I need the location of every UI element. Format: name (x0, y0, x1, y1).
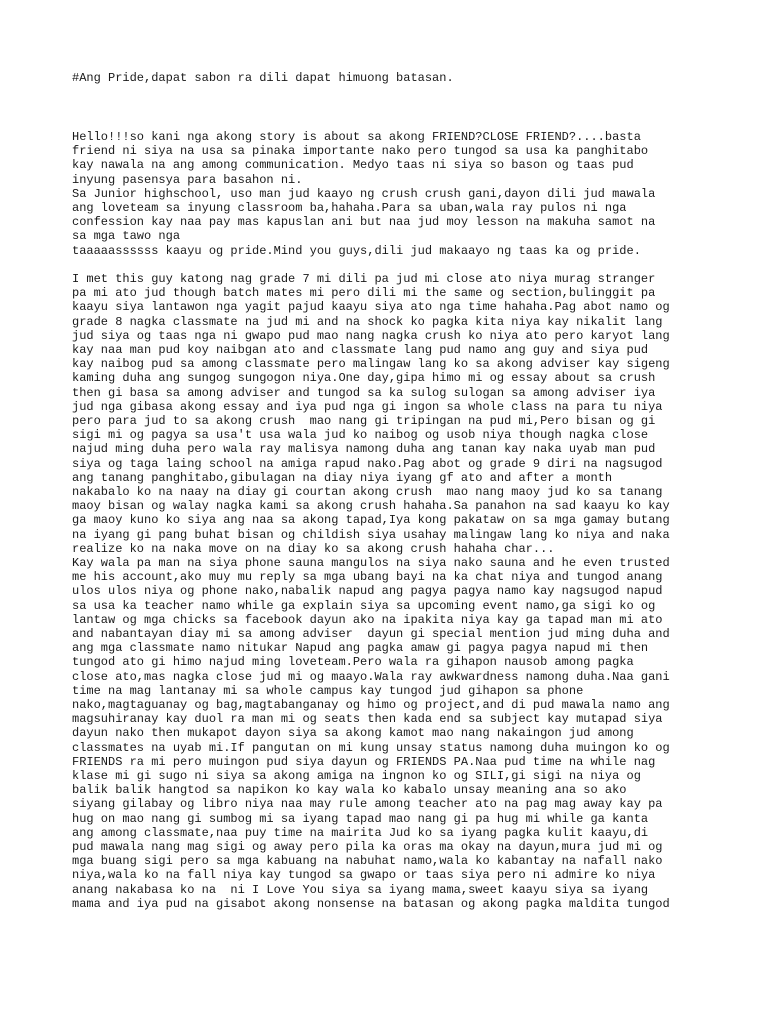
text-line: taaaaassssss kaayu og pride.Mind you guys,dili jud makaayo ng taas ka og pride. (72, 243, 641, 258)
text-line: klase mi gi sugo ni siya sa akong amiga na ingnon ko og SILI,gi sigi na niya og (72, 769, 641, 783)
text-line: then gi basa sa among adviser and tungod sa ka sulog sulogan sa among adviser iya (72, 385, 656, 400)
document-title: #Ang Pride,dapat sabon ra dili dapat himuong batasan. (72, 71, 454, 85)
text-line: inyung pasensya para basahon ni. (72, 172, 303, 187)
text-line: time na mag lantanay mi sa whole campus kay tungod jud gihapon sa phone (72, 683, 584, 698)
text-line: magsuhiranay kay duol ra man mi og seats then kada end sa subject kay mutapad siya (72, 712, 663, 727)
text-line: najud ming duha pero wala ray malisya namong duha ang tanan kay naka uyab man pud (72, 442, 656, 457)
text-line: close ato,mas nagka close jud mi og maayo.Wala ray awkwardness namong duha.Naa gani (72, 669, 670, 684)
text-line: jud nga gibasa akong essay and iya pud nga gi ingon sa whole class na para tu niya (72, 399, 663, 414)
text-line: ang mga classmate namo nitukar Napud ang pagka amaw gi pagya pagya napud mi then (72, 641, 649, 656)
text-line: confession kay naa pay mas kapuslan ani but naa jud moy lesson na makuha samot na (72, 215, 656, 230)
text-line: kay naa man pud koy naibgan ato and classmate lang pud namo ang guy and siya pud (72, 343, 649, 357)
text-line: kaayu siya lantawon nga yagit pajud kaayu siya ato nga time hahaha.Pag abot namo og (72, 300, 670, 315)
text-line: kay naibog pud sa among classmate pero malingaw lang ko sa akong adviser kay sigeng (72, 357, 670, 372)
text-line: dayun nako then mukapot dayon siya sa akong kamot mao nang nakaingon jud among (72, 726, 634, 741)
text-line: siyang gilabay og libro niya naa may rule among teacher ato na pag mag away kay pa (72, 797, 663, 812)
text-line: realize ko na naka move on na diay ko sa akong crush hahaha char... (72, 541, 555, 556)
text-line: pero para jud to sa akong crush mao nang gi tripingan na pud mi,Pero bisan og gi (72, 414, 656, 428)
text-line: lantaw og mga chicks sa facebook dayun ako na ipakita niya kay ga tapad man mi ato (72, 612, 663, 627)
text-line: ang loveteam sa inyung classroom ba,hahaha.Para sa uban,wala ray pulos ni nga (72, 201, 627, 215)
text-line: mga buang sigi pero sa mga kabuang na nabuhat namo,wala ko kabantay na nafall nako (72, 854, 663, 869)
text-line: sa mga tawo nga (72, 229, 181, 244)
text-line: ang among classmate,naa puy time na mairita Jud ko sa iyang pagka kulit kaayu,di (72, 825, 649, 840)
text-line: I met this guy katong nag grade 7 mi dili pa jud mi close ato niya murag stranger (72, 272, 656, 286)
text-line: anang nakabasa ko na ni I Love You siya sa iyang mama,sweet kaayu siya sa iyang (72, 882, 649, 897)
text-line: hug on mao nang gi sumbog mi sa iyang tapad mao nang gi pa hug mi while ga kanta (72, 811, 649, 826)
text-line: pud mawala nang mag sigi og away pero pila ka oras ma okay na dayun,mura jud mi og (72, 840, 663, 854)
text-line: nakabalo ko na naay na diay gi courtan akong crush mao nang maoy jud ko sa tanang (72, 485, 663, 499)
text-line: grade 8 nagka classmate na jud mi and na shock ko pagka kita niya kay nikalit lang (72, 314, 663, 329)
text-line: jud siya og taas nga ni gwapo pud mao nang nagka crush ko niya ato pero karyot lang (72, 328, 670, 343)
text-line: kaming duha ang sungog sungogon niya.One day,gipa himo mi og essay about sa crush (72, 371, 656, 386)
text-line: pa mi ato jud though batch mates mi pero dili mi the same og section,bulinggit pa (72, 286, 656, 301)
text-line: sigi mi og pagya sa usa't usa wala jud ko naibog og usob niya though nagka close (72, 428, 649, 443)
text-line: kay nawala na ang among communication. Medyo taas ni siya so bason og taas pud (72, 158, 634, 173)
text-line: Kay wala pa man na siya phone sauna mangulos na siya nako sauna and he even trusted (72, 556, 670, 570)
text-line: classmates na uyab mi.If pangutan on mi kung unsay status namong duha muingon ko og (72, 740, 670, 755)
text-line: friend ni siya na usa sa pinaka importante nako pero tungod sa usa ka panghitabo (72, 144, 649, 159)
text-line: me his account,ako muy mu reply sa mga ubang bayi na ka chat niya and tungod anang (72, 570, 663, 585)
text-line: maoy bisan og walay nagka kami sa akong crush hahaha.Sa panahon na sad kaayu ko kay (72, 499, 670, 514)
text-line: siya og taga laing school na amiga rapud nako.Pag abot og grade 9 diri na nagsugod (72, 456, 663, 471)
text-line: Sa Junior highschool, uso man jud kaayo ng crush crush gani,dayon dili jud mawala (72, 186, 656, 201)
text-line: ga maoy kuno ko siya ang naa sa akong tapad,Iya kong pakataw on sa mga gamay butang (72, 513, 670, 528)
text-line: mama and iya pud na gisabot akong nonsense na batasan og akong pagka maldita tungod (72, 896, 670, 911)
text-line: tungod ato gi himo najud ming loveteam.Pero wala ra gihapon nausob among pagka (72, 655, 634, 670)
text-line: nako,magtaguanay og bag,magtabanganay og himo og project,and di pud mawala namo ang (72, 698, 670, 712)
text-line: FRIENDS ra mi pero muingon pud siya dayun og FRIENDS PA.Naa pud time na while nag (72, 754, 656, 769)
text-line: na iyang gi pang buhat bisan og childish siya usahay malingaw lang ko niya and naka (72, 527, 670, 542)
text-line: and nabantayan diay mi sa among adviser dayun gi special mention jud ming duha and (72, 627, 670, 641)
text-line: sa usa ka teacher namo while ga explain siya sa upcoming event namo,ga sigi ko og (72, 598, 656, 613)
text-line: niya,wala ko na fall niya kay tungod sa gwapo or taas siya pero ni admire ko niya (72, 868, 656, 883)
text-line: Hello!!!so kani nga akong story is about sa akong FRIEND?CLOSE FRIEND?....basta (72, 130, 641, 144)
text-line: ang tanang panghitabo,gibulagan na diay niya iyang gf ato and after a month (72, 470, 613, 485)
text-line: ulos ulos niya og phone nako,nabalik napud ang pagya pagya namo kay nagsugod napud (72, 584, 663, 599)
text-line: balik balik hangtod sa napikon ko kay wala ko kabalo unsay meaning ana so ako (72, 783, 627, 798)
